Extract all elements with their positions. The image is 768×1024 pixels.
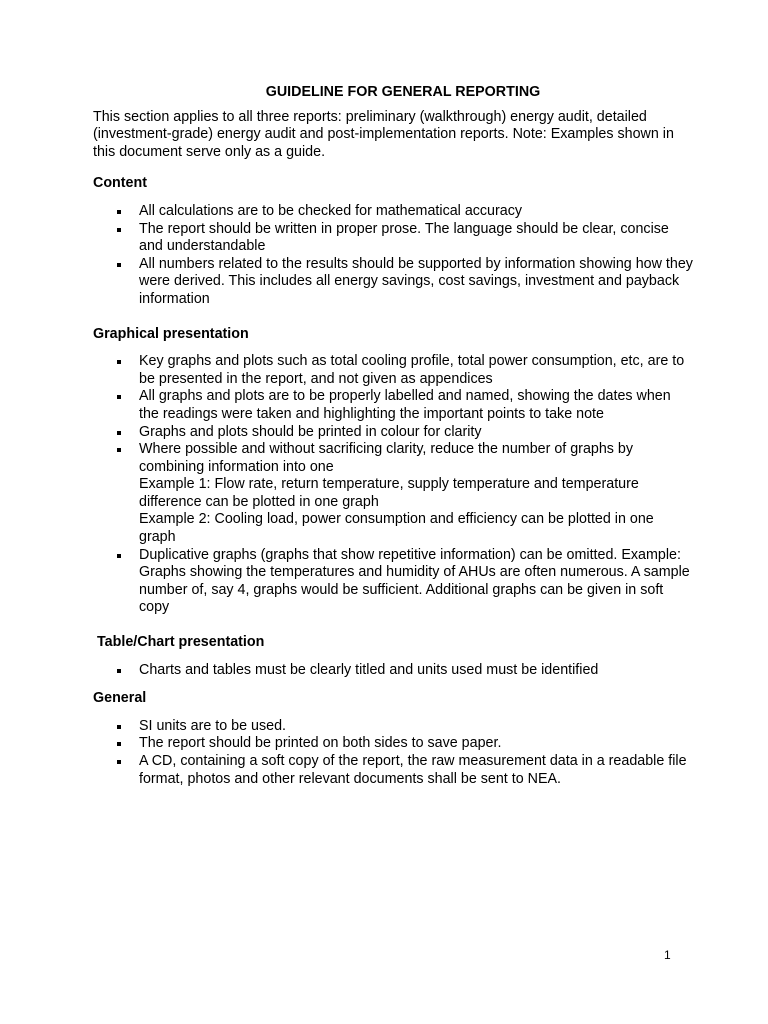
square-bullet-icon bbox=[117, 395, 121, 399]
list-item bbox=[93, 441, 693, 547]
example-text: Example 1: Flow rate, return temperature, supply temperature and temperature difference can be plotted in one graph bbox=[139, 476, 639, 510]
content-list bbox=[93, 203, 693, 309]
list-item-text: SI units are to be used. bbox=[139, 717, 287, 734]
square-bullet-icon bbox=[117, 448, 121, 452]
general-list bbox=[93, 718, 693, 788]
list-item bbox=[93, 203, 693, 221]
page-title: GUIDELINE FOR GENERAL REPORTING bbox=[265, 84, 541, 100]
list-item-text: The report should be printed on both sides to save paper. bbox=[139, 735, 502, 752]
list-item bbox=[93, 718, 693, 736]
square-bullet-icon bbox=[117, 228, 121, 232]
list-item bbox=[93, 735, 693, 753]
list-item-text: All calculations are to be checked for mathematical accuracy bbox=[139, 202, 523, 219]
square-bullet-icon bbox=[117, 554, 121, 558]
square-bullet-icon bbox=[117, 725, 121, 729]
list-item-text: Graphs and plots should be printed in colour for clarity bbox=[139, 423, 482, 440]
square-bullet-icon bbox=[117, 431, 121, 435]
list-item bbox=[93, 547, 693, 617]
section-heading-content: Content bbox=[93, 175, 147, 192]
list-item bbox=[93, 353, 693, 388]
example-text: Example 2: Cooling load, power consumption and efficiency can be plotted in one graph bbox=[139, 511, 654, 546]
list-item bbox=[93, 221, 693, 256]
section-heading-graphical: Graphical presentation bbox=[93, 325, 249, 342]
document-page bbox=[93, 84, 693, 805]
section-heading-general: General bbox=[93, 690, 147, 707]
list-item-text: Where possible and without sacrificing clarity, reduce the number of graphs by combining information into one bbox=[139, 441, 634, 475]
square-bullet-icon bbox=[117, 760, 121, 764]
list-item-text: Charts and tables must be clearly titled and units used must be identified bbox=[139, 661, 599, 678]
page-number: 1 bbox=[664, 948, 671, 962]
list-item-text: The report should be written in proper prose. The language should be clear, concise and understandable bbox=[139, 220, 669, 255]
list-item-text: A CD, containing a soft copy of the report, the raw measurement data in a readable file format, photos and other relevant documents shall be sent to NEA. bbox=[139, 753, 687, 787]
table-chart-list bbox=[93, 662, 693, 680]
list-item bbox=[93, 388, 693, 423]
list-item-text: Duplicative graphs (graphs that show repetitive information) can be omitted. Example: Graphs showing the temperatures and humidity of AHUs are often numerous. A sample number of, say 4, graphs would be sufficient. Additional graphs can be given in soft copy bbox=[139, 546, 690, 616]
list-item bbox=[93, 753, 693, 788]
square-bullet-icon bbox=[117, 742, 121, 746]
square-bullet-icon bbox=[117, 210, 121, 214]
list-item bbox=[93, 256, 693, 309]
square-bullet-icon bbox=[117, 263, 121, 267]
list-item-text: Key graphs and plots such as total cooling profile, total power consumption, etc, are to be presented in the report, and not given as appendices bbox=[139, 353, 685, 387]
square-bullet-icon bbox=[117, 669, 121, 673]
section-heading-table-chart: Table/Chart presentation bbox=[97, 634, 265, 651]
square-bullet-icon bbox=[117, 360, 121, 364]
list-item bbox=[93, 662, 693, 680]
list-item-text: All graphs and plots are to be properly labelled and named, showing the dates when the readings were taken and highlighting the important points to take note bbox=[139, 388, 671, 422]
list-item-text: All numbers related to the results should be supported by information showing how they were derived. This includes all energy savings, cost savings, investment and payback information bbox=[139, 255, 693, 307]
list-item bbox=[93, 424, 693, 442]
intro-paragraph: This section applies to all three reports: preliminary (walkthrough) energy audit, detailed (investment-grade) energy audit and post-implementation reports. Note: Examples shown in this document serve only as a guide. bbox=[93, 108, 674, 160]
graphical-list bbox=[93, 353, 693, 617]
